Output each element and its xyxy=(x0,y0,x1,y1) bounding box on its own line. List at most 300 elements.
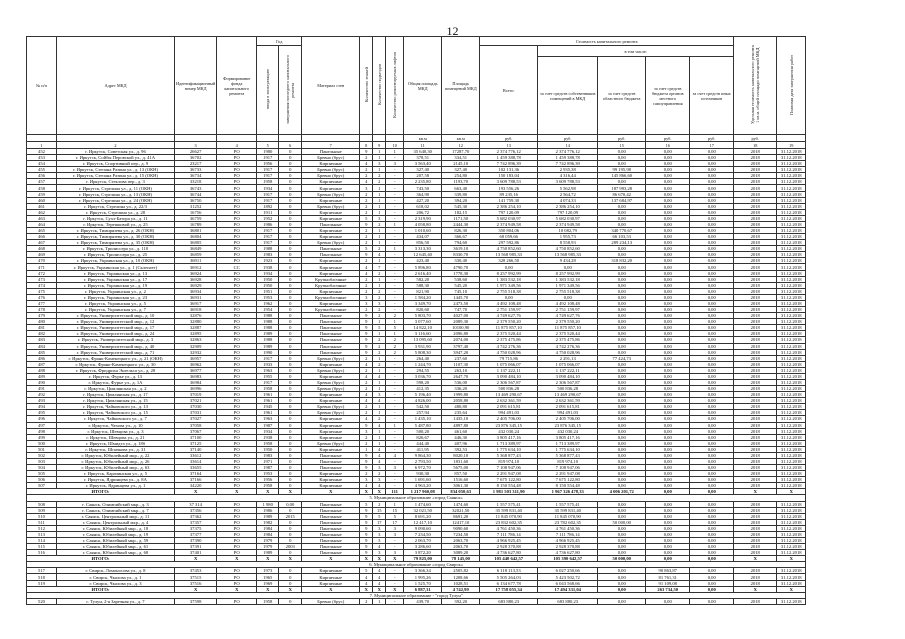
table-cell: 4 xyxy=(360,361,373,367)
table-cell: 1778,30 xyxy=(442,270,480,276)
table-cell: 1917 xyxy=(257,355,279,361)
table-cell: Бревно (брус) xyxy=(302,167,360,173)
table-cell: 26627 xyxy=(175,149,217,155)
table-cell: 2018 xyxy=(734,185,777,191)
table-cell: 460 xyxy=(27,197,57,203)
table-cell: РО xyxy=(217,446,257,452)
table-cell: 0 xyxy=(279,319,302,325)
table-cell: 7 111 786,14 xyxy=(538,531,598,537)
table-cell: 289 234,13 xyxy=(598,240,646,246)
table-cell: 0,00 xyxy=(646,471,690,477)
table-cell: 31.12.2018 xyxy=(777,501,806,507)
table-cell: 0 xyxy=(279,282,302,288)
table-cell: 1 xyxy=(373,228,386,234)
table-cell: 2 xyxy=(360,191,373,197)
table-cell: Панельные xyxy=(302,525,360,531)
table-cell: РО xyxy=(217,179,257,185)
column-number: 8 xyxy=(360,142,373,149)
table-cell: 31.12.2018 xyxy=(777,240,806,246)
table-cell: 2018 xyxy=(734,258,777,264)
table-cell: г. Саянск, Центральный мкр., д. 11 xyxy=(57,513,175,519)
table-cell: 31.12.2018 xyxy=(777,149,806,155)
table-cell: 4 xyxy=(386,452,404,458)
table-cell: 17 xyxy=(373,519,386,525)
table-cell: 36734 xyxy=(175,173,217,179)
table-cell: 0,00 xyxy=(646,373,690,379)
table-cell: 15 xyxy=(373,507,386,513)
table-cell: Бревно (брус) xyxy=(302,240,360,246)
total-cell: X xyxy=(302,586,360,592)
table-cell: 31.12.2018 xyxy=(777,386,806,392)
table-cell: г. Тулун, 2-я Заречная ул., д. 7 xyxy=(57,598,175,604)
table-cell: Кирпичные xyxy=(302,416,360,422)
table-cell: 31.12.2018 xyxy=(777,282,806,288)
table-cell: 1988 xyxy=(257,325,279,331)
table-cell: - xyxy=(386,234,404,240)
table-cell: 1 xyxy=(373,282,386,288)
table-cell: 31.12.2018 xyxy=(777,525,806,531)
table-cell: 0,00 xyxy=(690,428,734,434)
table-cell: 4 xyxy=(360,373,373,379)
table-cell: 334,51 xyxy=(442,155,480,161)
table-cell: Бревно (брус) xyxy=(302,203,360,209)
table-cell: 4 742 276,36 xyxy=(480,343,538,349)
table-cell: 2 xyxy=(373,270,386,276)
table-cell: 32880 xyxy=(175,319,217,325)
table-cell: г. Иркутск, Карачинская ул., д. 5 xyxy=(57,471,175,477)
table-cell: 1984 xyxy=(257,531,279,537)
table-cell: 35 599 831,40 xyxy=(538,507,598,513)
table-cell: 2018 xyxy=(734,550,777,556)
table-cell: - xyxy=(386,179,404,185)
table-cell: 0 xyxy=(279,355,302,361)
table-cell: 36801 xyxy=(175,228,217,234)
table-cell: 1963 xyxy=(257,416,279,422)
table-cell: 12417,10 xyxy=(442,519,480,525)
table-cell: 0 xyxy=(279,185,302,191)
unit-rub6: руб. xyxy=(734,135,777,142)
table-cell: 31.12.2018 xyxy=(777,313,806,319)
table-cell: 2018 xyxy=(734,307,777,313)
table-cell: - xyxy=(386,598,404,604)
table-cell: 2018 xyxy=(734,367,777,373)
table-cell: РО xyxy=(217,574,257,580)
table-cell: РО xyxy=(217,300,257,306)
table-cell: РО xyxy=(217,325,257,331)
table-cell: 1917 xyxy=(257,173,279,179)
table-cell: 2 755 518,38 xyxy=(538,288,598,294)
table-cell: 66 103,53 xyxy=(598,234,646,240)
table-cell: 0,00 xyxy=(598,215,646,221)
table-cell: 3 xyxy=(373,477,386,483)
table-cell: 0,00 xyxy=(646,550,690,556)
table-cell: Панельные xyxy=(302,519,360,525)
table-cell: 31.12.2018 xyxy=(777,343,806,349)
table-cell: 1 980 xyxy=(257,501,279,507)
table-cell: г. Иркутск, Стрелина ул., д. 11 (ОКН) xyxy=(57,185,175,191)
table-cell: 2 xyxy=(360,379,373,385)
table-cell: 0,00 xyxy=(598,392,646,398)
table-cell: 4 xyxy=(360,179,373,185)
table-cell: г. Иркутск, Ядринцева ул., д. 1 xyxy=(57,483,175,489)
table-cell: 0,00 xyxy=(646,404,690,410)
header-id: Идентификационный номер МКД xyxy=(175,37,217,135)
table-cell: 0,00 xyxy=(690,422,734,428)
table-cell: 0,00 xyxy=(598,294,646,300)
table-cell: 0,00 xyxy=(646,446,690,452)
table-cell: 0 xyxy=(279,155,302,161)
table-cell: 10100,90 xyxy=(442,325,480,331)
table-cell: 0,00 xyxy=(646,173,690,179)
table-cell: г. Саянск, Центральный мкр., д. 4 xyxy=(57,519,175,525)
table-cell: - xyxy=(386,416,404,422)
table-cell: 1934 xyxy=(257,185,279,191)
table-cell: 1989 xyxy=(257,550,279,556)
table-cell: 32876 xyxy=(175,313,217,319)
column-number: 5 xyxy=(257,142,279,149)
table-cell: 7 742 896,39 xyxy=(480,161,538,167)
table-cell: 2018 xyxy=(734,349,777,355)
table-cell: 3 931,90 xyxy=(404,343,442,349)
table-cell: 0 xyxy=(279,288,302,294)
table-cell: - xyxy=(386,428,404,434)
table-cell: 31.12.2018 xyxy=(777,276,806,282)
table-cell: 79 715,86 xyxy=(480,355,538,361)
table-cell: 2018 xyxy=(734,531,777,537)
table-cell: 1961 xyxy=(257,398,279,404)
table-cell: 1987 xyxy=(257,422,279,428)
table-cell: Бревно (брус) xyxy=(302,155,360,161)
table-cell: 453 xyxy=(27,155,57,161)
table-cell: г. Иркутск, Франк-Каменецкого ул., д. 21 (ОКН) xyxy=(57,355,175,361)
table-cell: 1988 xyxy=(257,337,279,343)
table-cell: 4 xyxy=(360,270,373,276)
table-cell: РО xyxy=(217,246,257,252)
table-cell: 1 xyxy=(373,598,386,604)
table-cell: 0,00 xyxy=(598,550,646,556)
table-cell: Кирпичные xyxy=(302,434,360,440)
table-cell: 0 xyxy=(279,361,302,367)
table-cell: 2018 xyxy=(734,398,777,404)
table-cell: 0,00 xyxy=(598,531,646,537)
table-cell: РО xyxy=(217,379,257,385)
table-cell: 0,00 xyxy=(646,513,690,519)
total-cell: X xyxy=(777,556,806,562)
table-cell: - xyxy=(386,288,404,294)
table-cell: 0,00 xyxy=(690,361,734,367)
table-cell: 0 xyxy=(279,386,302,392)
table-cell: 1958 xyxy=(257,386,279,392)
table-cell: 0,00 xyxy=(646,221,690,227)
table-cell: 4 750 028,96 xyxy=(480,349,538,355)
table-cell: 1474,60 xyxy=(442,501,480,507)
table-cell: 2 291 947,08 xyxy=(538,471,598,477)
table-cell: 2018 xyxy=(734,507,777,513)
table-cell: РО xyxy=(217,270,257,276)
table-cell: Панельные xyxy=(302,331,360,337)
table-cell: 0,00 xyxy=(690,525,734,531)
table-cell: 743,50 xyxy=(404,185,442,191)
table-cell: 0 xyxy=(279,270,302,276)
table-cell: 2 379 550,20 xyxy=(538,319,598,325)
table-cell: 4 058,80 xyxy=(404,221,442,227)
table-cell: г. Иркутск, Степана Разина ул., д. 15 (ОКН) xyxy=(57,173,175,179)
table-cell: 37164 xyxy=(175,471,217,477)
table-cell: РО xyxy=(217,501,257,507)
table-cell: 4 963,20 xyxy=(404,483,442,489)
table-cell: РО xyxy=(217,209,257,215)
table-cell: 494 xyxy=(27,404,57,410)
table-cell: г. Иркутск, Тимирязева ул., д. 35 (ОКН) xyxy=(57,240,175,246)
table-cell: 33612 xyxy=(175,452,217,458)
table-cell: г. Иркутск, Фурье ул., д. 13 xyxy=(57,373,175,379)
column-number: 11 xyxy=(404,142,442,149)
table-cell: 0,00 xyxy=(598,379,646,385)
table-cell: - xyxy=(386,404,404,410)
table-cell: 4027,00 xyxy=(442,313,480,319)
table-cell: Кирпичные xyxy=(302,228,360,234)
table-cell: 464 xyxy=(27,221,57,227)
table-cell: 0,00 xyxy=(598,446,646,452)
table-cell: 32909 xyxy=(175,343,217,349)
table-cell: 4 xyxy=(360,574,373,580)
table-cell: - xyxy=(386,191,404,197)
table-cell: 1 xyxy=(373,234,386,240)
table-cell: 34220 xyxy=(175,483,217,489)
table-cell: 1961 xyxy=(257,410,279,416)
table-cell: 2 xyxy=(373,501,386,507)
table-cell: 0 xyxy=(279,428,302,434)
total-cell: X xyxy=(217,556,257,562)
table-cell: 7 234,50 xyxy=(404,531,442,537)
table-cell: 0,00 xyxy=(690,179,734,185)
table-cell: 13 095,60 xyxy=(404,337,442,343)
table-cell: 0,00 xyxy=(598,373,646,379)
table-cell: 0,00 xyxy=(690,386,734,392)
table-cell: 0,00 xyxy=(690,252,734,258)
table-cell: - xyxy=(386,203,404,209)
table-cell: 1965 xyxy=(257,574,279,580)
table-cell: 2 xyxy=(373,361,386,367)
table-cell: 483 xyxy=(27,337,57,343)
table-cell: 0,00 xyxy=(646,355,690,361)
table-cell: 36918 xyxy=(175,307,217,313)
table-cell: 2 xyxy=(360,167,373,173)
table-cell: 37515 xyxy=(175,574,217,580)
table-cell: 0,00 xyxy=(690,215,734,221)
total-cell: 105 390 642,57 xyxy=(538,556,598,562)
table-cell: 0,00 xyxy=(646,531,690,537)
table-cell: 0,00 xyxy=(646,167,690,173)
table-cell: 37357 xyxy=(175,519,217,525)
table-cell: 31.12.2018 xyxy=(777,410,806,416)
table-cell: 994 491,03 xyxy=(538,410,598,416)
table-cell: 434,07 xyxy=(404,234,442,240)
total-cell: 4 006 201,72 xyxy=(598,489,646,495)
table-cell: Кирпичные xyxy=(302,428,360,434)
column-number: 13 xyxy=(480,142,538,149)
table-cell: 12 417,10 xyxy=(404,519,442,525)
table-cell: Панельные xyxy=(302,452,360,458)
table-cell: 0,00 xyxy=(646,331,690,337)
table-cell: 9 xyxy=(360,319,373,325)
table-cell: 2018 xyxy=(734,477,777,483)
table-cell: 2 xyxy=(386,343,404,349)
table-cell: 0,00 xyxy=(646,519,690,525)
table-cell: 31.12.2018 xyxy=(777,568,806,574)
table-cell: 0,00 xyxy=(690,167,734,173)
table-cell: 0,00 xyxy=(646,215,690,221)
column-number: 12 xyxy=(442,142,480,149)
table-cell: 0,00 xyxy=(690,191,734,197)
total-cell: X xyxy=(175,556,217,562)
table-cell: 3947,20 xyxy=(442,349,480,355)
table-cell: 2018 xyxy=(734,167,777,173)
table-cell: 4 826,00 xyxy=(404,398,442,404)
table-cell: 31.12.2018 xyxy=(777,258,806,264)
table-cell: РО xyxy=(217,404,257,410)
table-cell: 0 xyxy=(279,221,302,227)
table-cell: 0,00 xyxy=(646,544,690,550)
table-cell: 11 875 857,10 xyxy=(480,325,538,331)
table-cell: 11 875 857,10 xyxy=(538,325,598,331)
table-cell: 31.12.2018 xyxy=(777,598,806,604)
table-cell: 1956 xyxy=(257,477,279,483)
table-cell: 1982 xyxy=(257,519,279,525)
table-cell: 0,00 xyxy=(690,574,734,580)
table-cell: 0 xyxy=(279,574,302,580)
table-cell: 480,80 xyxy=(442,404,480,410)
table-cell: 1911 xyxy=(257,209,279,215)
table-cell: 3 xyxy=(373,392,386,398)
table-cell: 0,00 xyxy=(690,471,734,477)
total-cell: X xyxy=(373,556,386,562)
table-cell: 9090,60 xyxy=(442,525,480,531)
table-cell: 31.12.2018 xyxy=(777,215,806,221)
table-cell: РО xyxy=(217,361,257,367)
table-cell: 2 xyxy=(360,367,373,373)
table-cell: 463 xyxy=(27,215,57,221)
table-cell: 2 375 475,86 xyxy=(480,337,538,343)
table-cell: 35 640,30 xyxy=(404,149,442,155)
table-cell: - xyxy=(386,155,404,161)
table-cell: - xyxy=(386,209,404,215)
table-cell: 1 459 388,78 xyxy=(480,155,538,161)
table-cell: 31.12.2018 xyxy=(777,155,806,161)
table-cell: 1938 xyxy=(257,264,279,270)
table-cell: 11 845 070,90 xyxy=(538,513,598,519)
table-cell: 2 xyxy=(373,343,386,349)
table-cell: 432 030,24 xyxy=(538,428,598,434)
table-cell: - xyxy=(386,197,404,203)
total-cell: X xyxy=(257,586,279,592)
table-cell: 1963 xyxy=(257,367,279,373)
table-cell: 8 150 554,48 xyxy=(538,483,598,489)
table-cell: 1 xyxy=(386,246,404,252)
table-row xyxy=(27,598,806,604)
table-cell: 2 xyxy=(373,313,386,319)
table-cell: 31.12.2018 xyxy=(777,538,806,544)
table-cell: 1986 xyxy=(257,221,279,227)
table-cell: 330,40 xyxy=(442,258,480,264)
table-cell: 4 xyxy=(360,398,373,404)
table-cell: 0,00 xyxy=(690,349,734,355)
table-cell: 1 xyxy=(386,319,404,325)
table-cell: г. Иркутск, Украинская ул., д. 23 xyxy=(57,294,175,300)
table-cell: Крупноблочные xyxy=(302,307,360,313)
table-cell: 37027 xyxy=(175,416,217,422)
table-cell: 8020,10 xyxy=(442,452,480,458)
table-cell: 36984 xyxy=(175,379,217,385)
table-cell: 2 375 520,44 xyxy=(480,331,538,337)
table-cell: 994 491,03 xyxy=(480,410,538,416)
table-cell: РО xyxy=(217,416,257,422)
table-cell: 482 xyxy=(27,331,57,337)
table-cell: 102 131,36 xyxy=(480,167,538,173)
table-cell: 2018 xyxy=(734,288,777,294)
header-local: за счет средств бюджета органов местного самоуправления xyxy=(646,57,690,135)
table-cell: 423,40 xyxy=(404,258,442,264)
table-cell: 0,00 xyxy=(646,288,690,294)
table-cell: 2 374 776,12 xyxy=(480,149,538,155)
table-cell: г. Иркутск, Украинская ул., д. 19 xyxy=(57,282,175,288)
table-cell: 1917 xyxy=(257,155,279,161)
table-cell: 31.12.2018 xyxy=(777,173,806,179)
table-cell: г. Иркутск, Юбилейный мкр., д. 22 xyxy=(57,452,175,458)
table-cell: 350 804,06 xyxy=(480,228,538,234)
total-cell: 79 825,00 xyxy=(404,556,442,562)
section-heading: 5. Муниципальное образование «город Саянск» xyxy=(27,495,806,501)
table-cell: 2018 xyxy=(734,422,777,428)
table-cell: Крупноблочные xyxy=(302,282,360,288)
table-cell: Панельные xyxy=(302,465,360,471)
table-cell: 495 xyxy=(27,410,57,416)
table-cell: 2 xyxy=(360,471,373,477)
table-cell: 1955 xyxy=(257,373,279,379)
table-cell: 0 xyxy=(279,398,302,404)
table-cell: 0,00 xyxy=(646,209,690,215)
table-cell: 2 xyxy=(373,307,386,313)
table-cell: РО xyxy=(217,568,257,574)
table-cell: 16756 xyxy=(175,209,217,215)
column-number: 1 xyxy=(27,142,57,149)
table-cell: Бревно (брус) xyxy=(302,440,360,446)
table-cell: 7 108 947,06 xyxy=(538,465,598,471)
table-cell: 797 120,09 xyxy=(480,209,538,215)
table-cell: 0,00 xyxy=(646,319,690,325)
table-cell: 327,40 xyxy=(442,167,480,173)
column-number: 14 xyxy=(538,142,598,149)
table-cell: Бревно (брус) xyxy=(302,386,360,392)
table-cell: 1 xyxy=(386,331,404,337)
table-cell: 0 xyxy=(279,568,302,574)
table-cell: 182,15 xyxy=(442,209,480,215)
table-cell: РО xyxy=(217,483,257,489)
total-cell: ИТОГО: xyxy=(27,586,175,592)
table-cell: 1917 xyxy=(257,197,279,203)
table-cell: 0,00 xyxy=(646,525,690,531)
table-cell: 1 xyxy=(373,155,386,161)
table-cell: 455 xyxy=(27,167,57,173)
table-cell: 520 xyxy=(27,598,57,604)
table-cell: г. Иркутск, Университетский мкр., д. 24 xyxy=(57,331,175,337)
table-cell: г. Саянск, Юбилейный мкр., д. 18 xyxy=(57,525,175,531)
table-cell: 0,00 xyxy=(646,191,690,197)
table-cell: 2018 xyxy=(734,355,777,361)
unit-rub: руб. xyxy=(480,135,538,142)
table-cell: 37390 xyxy=(175,538,217,544)
table-cell: Бревно (брус) xyxy=(302,367,360,373)
